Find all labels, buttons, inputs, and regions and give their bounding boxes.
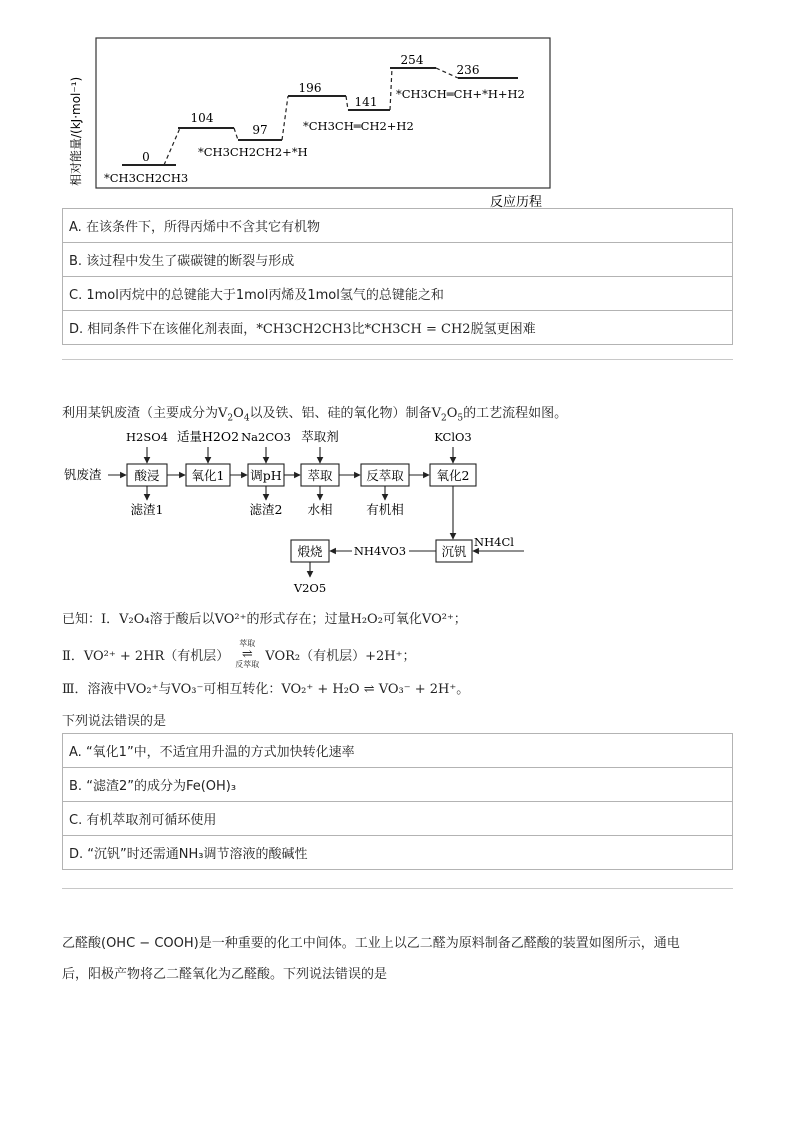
option-text: 比 <box>351 322 365 337</box>
output-label: 有机相 <box>366 502 404 517</box>
option-text: 有机萃取剂可循环使用 <box>86 813 217 828</box>
reagent-label: 适量H2O2 <box>176 429 240 444</box>
chem-formula: $V_2O_4$ <box>218 406 250 424</box>
known-2-right: VOR₂（有机层）+2H⁺； <box>265 649 416 664</box>
option-text: 脱氢更困难 <box>470 322 536 337</box>
q3-line-1: 乙醛酸(OHC − COOH)是一种重要的化工中间体。工业上以乙二醛为原料制备乙醛酸的装置如图所示，通电 <box>62 936 680 951</box>
option-text: 1mol丙烷中的总键能大于1mol丙烯及1mol氢气的总键能之和 <box>86 288 444 303</box>
option-d[interactable] <box>63 311 733 345</box>
reversible-arrow: 萃取 ⇌ 反萃取 <box>235 639 260 669</box>
option-letter: B. <box>69 254 83 269</box>
q2-question: 下列说法错误的是 <box>62 714 167 729</box>
step-label: 氧化2 <box>436 468 470 483</box>
option-c[interactable] <box>63 802 733 836</box>
option-a[interactable] <box>63 209 733 243</box>
level-label: 236 <box>456 63 480 77</box>
output-label: 滤渣2 <box>249 502 283 517</box>
option-letter: C. <box>69 813 83 828</box>
option-letter: B. <box>69 779 83 794</box>
output-label: 滤渣1 <box>130 502 164 517</box>
intro-text: 以及铁、铝、硅的氧化物）制备 <box>249 406 432 421</box>
option-letter: A. <box>69 220 82 235</box>
species-label: *CH3CH2CH3 <box>104 171 189 185</box>
question-divider <box>62 888 733 889</box>
q1-options-table <box>62 208 733 345</box>
option-text: “氧化1”中，不适宜用升温的方式加快转化速率 <box>85 745 355 760</box>
option-text: “沉钒”时还需通NH₃调节溶液的酸碱性 <box>87 847 308 862</box>
arrow-bottom-label: 反萃取 <box>235 660 260 669</box>
chem-formula: *CH3CH = CH2 <box>364 322 471 337</box>
y-axis-label: 相对能量/(kJ·mol⁻¹) <box>69 76 83 186</box>
step-label: 萃取 <box>307 468 333 483</box>
option-text: 该过程中发生了碳碳键的断裂与形成 <box>86 254 295 269</box>
level-label: 104 <box>190 111 214 125</box>
reagent-label: Na2CO3 <box>241 430 291 444</box>
product-label: V2O5 <box>293 581 327 595</box>
option-text: 相同条件下在该催化剂表面， <box>87 322 257 337</box>
step-label: 酸浸 <box>134 468 160 483</box>
reagent-label: NH4Cl <box>474 535 514 549</box>
option-b[interactable] <box>63 243 733 277</box>
species-label: *CH3CH═CH+*H+H2 <box>396 87 525 101</box>
known-2-left: Ⅱ．VO²⁺ + 2HR（有机层） <box>62 649 230 664</box>
level-label: 196 <box>298 81 322 95</box>
step-label: 反萃取 <box>366 468 404 483</box>
intro-text: 的工艺流程如图。 <box>463 406 568 421</box>
q3-line-2: 后，阳极产物将乙二醛氧化为乙醛酸。下列说法错误的是 <box>62 967 388 982</box>
level-label: 0 <box>142 150 150 164</box>
step-label: 煅烧 <box>297 544 323 559</box>
option-letter: C. <box>69 288 83 303</box>
option-text: 在该条件下，所得丙烯中不含其它有机物 <box>85 220 320 235</box>
step-label: 调pH <box>250 468 282 483</box>
flow-start: 钒废渣 <box>64 467 102 482</box>
reagent-label: KClO3 <box>434 430 472 444</box>
q2-options-table <box>62 733 733 870</box>
level-label: 97 <box>252 123 268 137</box>
level-label: 254 <box>400 53 424 67</box>
output-label: 水相 <box>307 502 333 517</box>
option-text: “滤渣2”的成分为Fe(OH)₃ <box>86 779 237 794</box>
option-a[interactable] <box>63 734 733 768</box>
x-axis-label: 反应历程 <box>490 195 543 210</box>
option-letter: D. <box>69 847 84 862</box>
step-label: 氧化1 <box>191 468 225 483</box>
known-3: Ⅲ．溶液中VO₂⁺与VO₃⁻可相互转化：VO₂⁺ + H₂O ⇌ VO₃⁻ + 2H⁺。 <box>62 682 470 697</box>
step-label: 沉钒 <box>441 544 467 559</box>
option-letter: A. <box>69 745 82 760</box>
chem-formula: *CH3CH2CH3 <box>256 322 352 337</box>
known-1: 已知：Ⅰ．V₂O₄溶于酸后以VO²⁺的形式存在；过量H₂O₂可氧化VO²⁺； <box>62 612 467 627</box>
reagent-label: 萃取剂 <box>301 429 339 444</box>
level-label: 141 <box>354 95 378 109</box>
q2-intro <box>62 402 567 424</box>
option-d[interactable] <box>63 836 733 870</box>
energy-profile-diagram <box>60 30 580 212</box>
intermediate-label: NH4VO3 <box>353 544 407 558</box>
question-divider <box>62 359 733 360</box>
process-flow-chart <box>60 425 540 600</box>
option-b[interactable] <box>63 768 733 802</box>
option-c[interactable] <box>63 277 733 311</box>
chem-formula: $V_2O_5$ <box>431 406 464 424</box>
arrow-top-label: 萃取 <box>239 639 256 648</box>
intro-text: 利用某钒废渣（主要成分为 <box>62 406 219 421</box>
species-label: *CH3CH2CH2+*H <box>198 145 308 159</box>
reagent-label: H2SO4 <box>126 430 168 444</box>
species-label: *CH3CH═CH2+H2 <box>303 119 414 133</box>
option-letter: D. <box>69 322 84 337</box>
known-2 <box>62 640 415 669</box>
